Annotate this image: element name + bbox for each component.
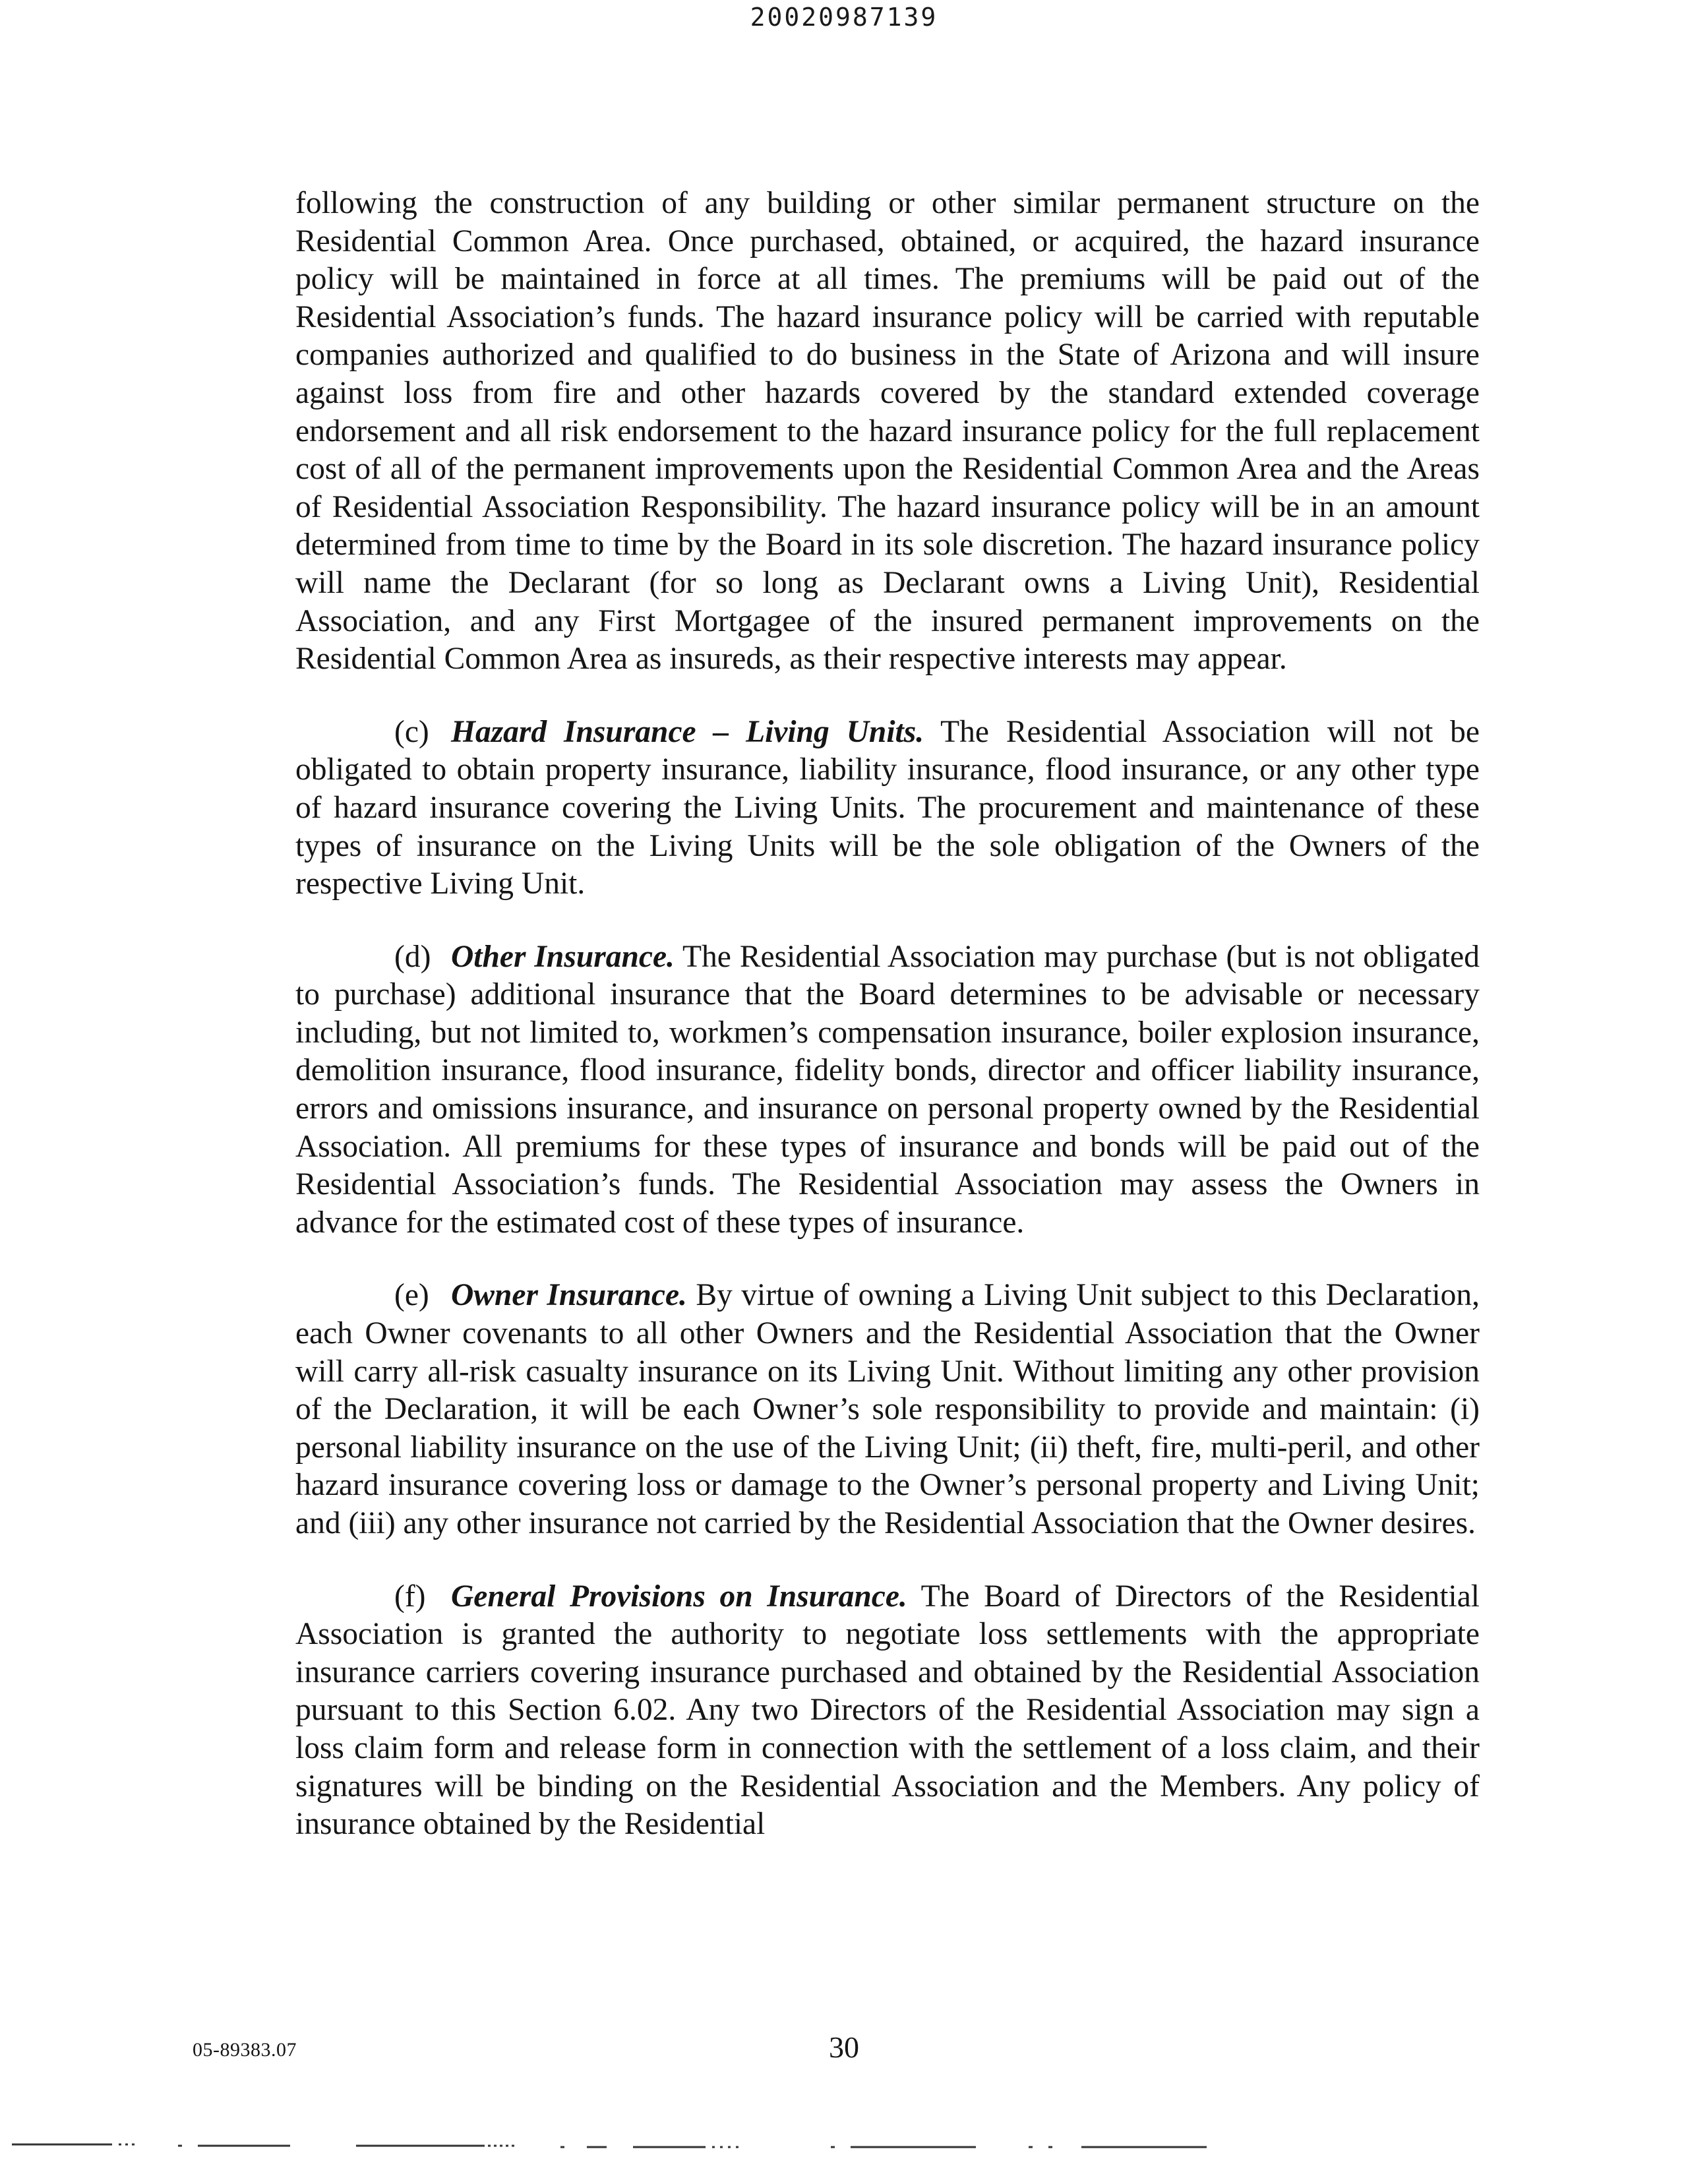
footer-document-code: 05-89383.07: [193, 2039, 297, 2061]
paragraph-text: The Residential Association may purchase (but is not obligated to purchase) additional insurance that the Board determines to be advisable or necessary including, but not limited to, workmen’s compensation insurance, boiler explosion insurance, demolition insurance, flood insurance, fidelity bonds, director and officer liability insurance, errors and omissions insurance, and insurance on personal property owned by the Residential Association. All premiums for these types of insurance and bonds will be paid out of the Residential Association’s funds. The Residential Association may assess the Owners in advance for the estimated cost of these types of insurance.: [295, 939, 1480, 1240]
scan-artifact-marks: [0, 2139, 1688, 2159]
paragraph-f: [295, 1578, 1480, 1844]
paragraph-continuation: [295, 185, 1480, 679]
paragraph-heading: Owner Insurance.: [451, 1278, 687, 1313]
paragraph-e: [295, 1277, 1480, 1542]
paragraph-label: (c): [394, 714, 429, 749]
paragraph-heading: General Provisions on Insurance.: [451, 1579, 907, 1614]
paragraph-text: following the construction of any building or other similar permanent structure on the Residential Common Area. Once purchased, obtained, or acquired, the hazard insurance policy will be maintained in force at all times. The premiums will be paid out of the Residential Association’s funds. The hazard insurance policy will be carried with reputable companies authorized and qualified to do business in the State of Arizona and will insure against loss from fire and other hazards covered by the standard extended coverage endorsement and all risk endorsement to the hazard insurance policy for the full replacement cost of all of the permanent improvements upon the Residential Common Area and the Areas of Residential Association Responsibility. The hazard insurance policy will be in an amount determined from time to time by the Board in its sole discretion. The hazard insurance policy will name the Declarant (for so long as Declarant owns a Living Unit), Residential Association, and any First Mortgagee of the insured permanent improvements on the Residential Common Area as insureds, as their respective interests may appear.: [295, 186, 1480, 677]
paragraph-label: (d): [394, 939, 431, 974]
paragraph-d: [295, 938, 1480, 1242]
page-number: 30: [829, 2030, 859, 2064]
paragraph-c: [295, 713, 1480, 903]
paragraph-label: (e): [394, 1278, 429, 1313]
paragraph-heading: Hazard Insurance – Living Units.: [451, 714, 924, 749]
paragraph-text: By virtue of owning a Living Unit subject to this Declaration, each Owner covenants to all other Owners and the Residential Association that the Owner will carry all-risk casualty insurance on its Living Unit. Without limiting any other provision of the Declaration, it will be each Owner’s sole responsibility to provide and maintain: (i) personal liability insurance on the use of the Living Unit; (ii) theft, fire, multi-peril, and other hazard insurance covering loss or damage to the Owner’s personal property and Living Unit; and (iii) any other insurance not carried by the Residential Association that the Owner desires.: [295, 1278, 1480, 1540]
paragraph-text: The Board of Directors of the Residential Association is granted the authority to negotiate loss settlements with the appropriate insurance carriers covering insurance purchased and obtained by the Residential Association pursuant to this Section 6.02. Any two Directors of the Residential Association may sign a loss claim form and release form in connection with the settlement of a loss claim, and their signatures will be binding on the Residential Association and the Members. Any policy of insurance obtained by the Residential: [295, 1579, 1480, 1842]
document-body: [295, 185, 1480, 1844]
paragraph-heading: Other Insurance.: [451, 939, 675, 974]
document-id-header: 20020987139: [750, 3, 938, 32]
paragraph-label: (f): [394, 1579, 426, 1614]
paragraph-text: The Residential Association will not be obligated to obtain property insurance, liability insurance, flood insurance, or any other type of hazard insurance covering the Living Units. The procurement and maintenance of these types of insurance on the Living Units will be the sole obligation of the Owners of the respective Living Unit.: [295, 714, 1480, 901]
